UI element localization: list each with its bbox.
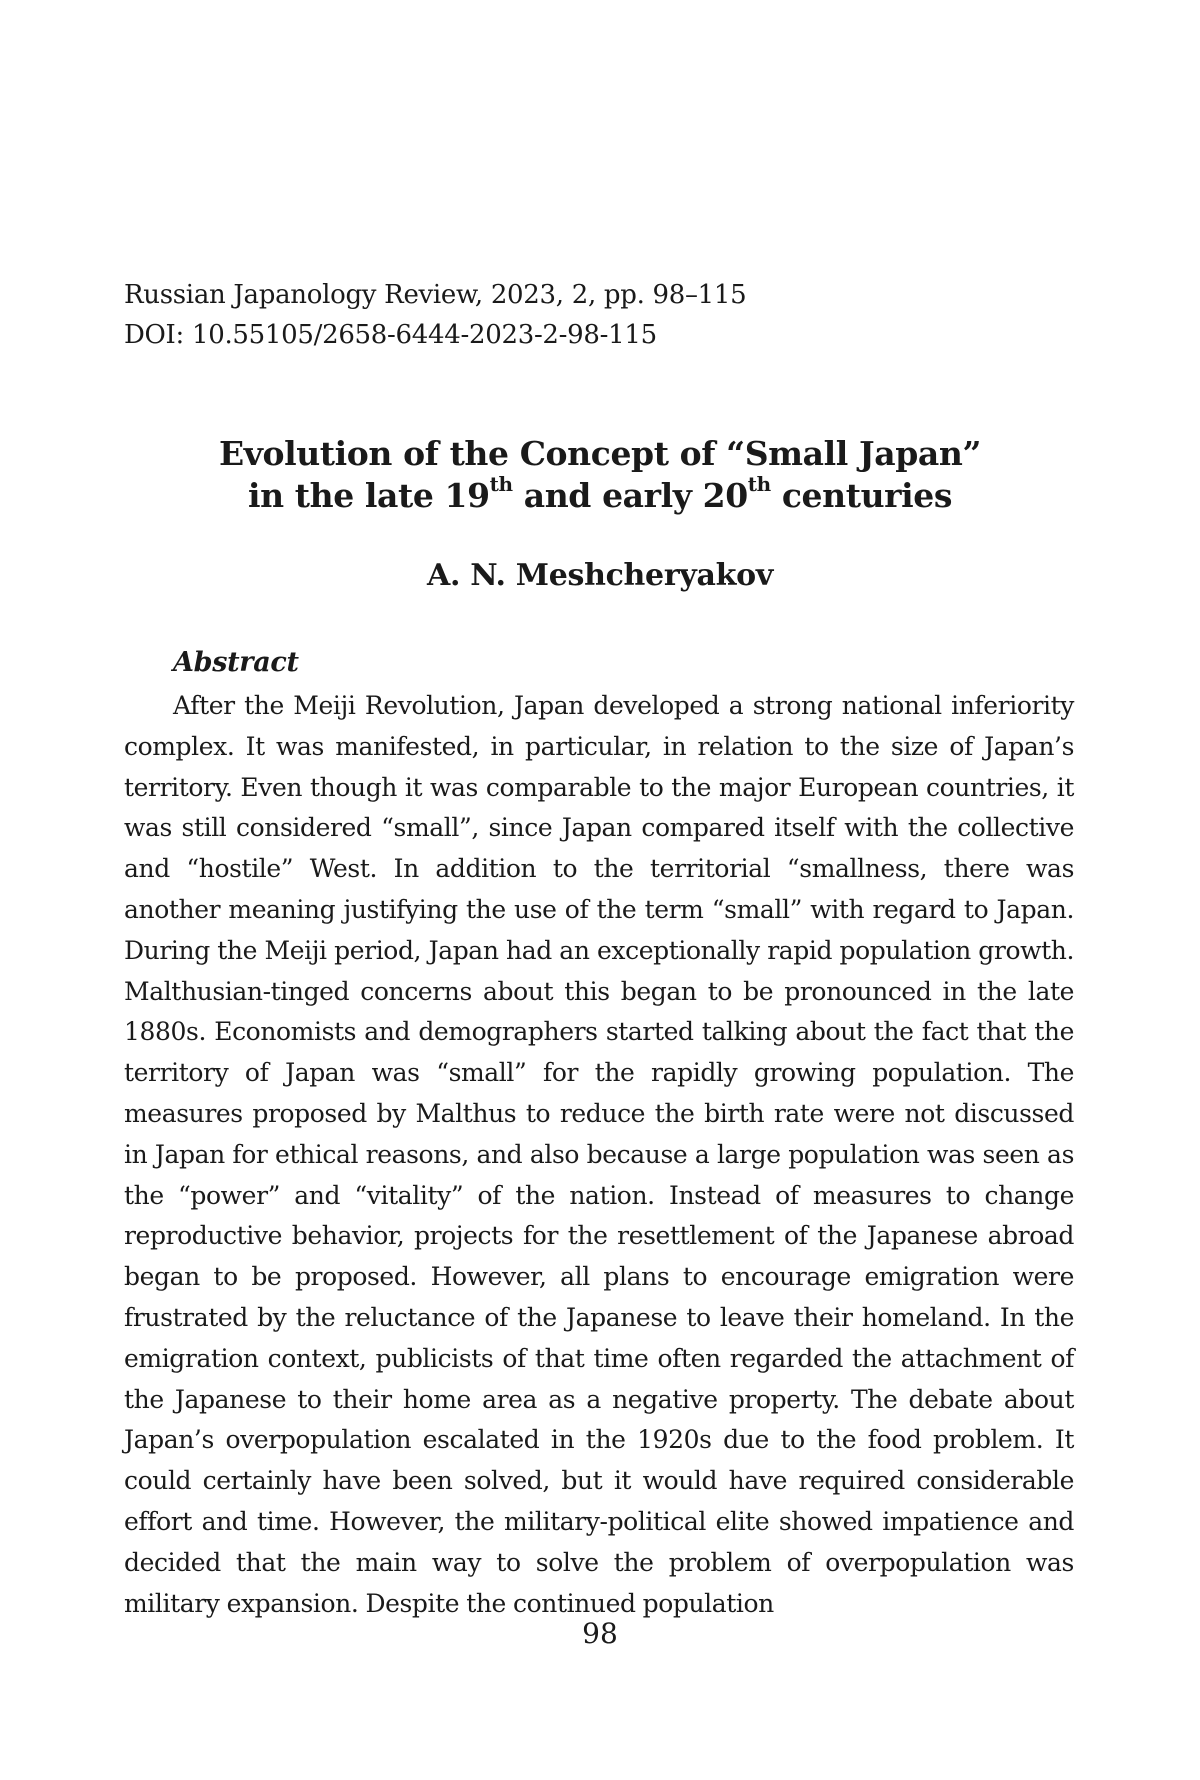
title-superscript-1: th (489, 472, 513, 496)
abstract-text: After the Meiji Revolution, Japan developed a strong national inferiority complex. It was manifested, in particular, in relation to the size of Japan’s territory. Even though it was comparable to the major European countries, it was still considered “small”, since Japan compared itself with the collective and “hostile” West. In addition to the territorial “smallness, there was another meaning justifying the use of the term “small” with regard to Japan. During the Meiji period, Japan had an exceptionally rapid population growth. Malthusian-tinged concerns about this began to be pronounced in the late 1880s. Economists and demographers started talking about the fact that the territory of Japan was “small” for the rapidly growing population. The measures proposed by Malthus to reduce the birth rate were not discussed in Japan for ethical reasons, and also because a large population was seen as the “power” and “vitality” of the nation. Instead of measures to change reproductive behavior, projects for the resettlement of the Japanese abroad began to be proposed. However, all plans to encourage emigration were frustrated by the reluctance of the Japanese to leave their homeland. In the emigration context, publicists of that time often regarded the attachment of the Japanese to their home area as a negative property. The debate about Japan’s overpopulation escalated in the 1920s due to the food problem. It could certainly have been solved, but it would have required considerable effort and time. However, the military-political elite showed impatience and decided that the main way to solve the problem of overpopulation was military expansion. Despite the continued population (124, 691, 1074, 1618)
title-line-2-part-3: centuries (770, 476, 953, 515)
journal-doi: DOI: 10.55105/2658-6444-2023-2-98-115 (124, 320, 657, 350)
title-line-2-part-1: in the late 19 (247, 476, 490, 515)
title-line-2 (0, 472, 1200, 517)
article-title (0, 433, 1200, 517)
journal-header (124, 275, 746, 355)
journal-citation: Russian Japanology Review, 2023, 2, pp. 98–115 (124, 280, 747, 310)
author-name: A. N. Meshcheryakov (427, 558, 773, 593)
title-line-2-part-2: and early 20 (512, 476, 748, 515)
title-superscript-2: th (747, 472, 771, 496)
title-line-1: Evolution of the Concept of “Small Japan” (218, 434, 982, 473)
page-number: 98 (582, 1617, 618, 1650)
abstract-heading: Abstract (173, 647, 299, 678)
